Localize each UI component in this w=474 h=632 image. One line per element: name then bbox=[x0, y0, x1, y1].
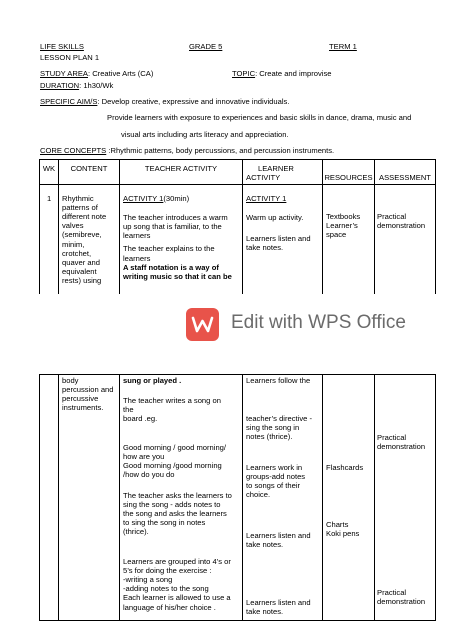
row2-resources-a: Flashcards bbox=[326, 463, 364, 472]
row2-assessment-a bbox=[377, 433, 425, 451]
activity-title: ACTIVITY 1 bbox=[123, 194, 164, 203]
resource-line: Koki pens bbox=[326, 529, 360, 539]
core-label: CORE CONCEPTS bbox=[40, 146, 107, 155]
learner-line: to songs of their bbox=[246, 481, 301, 491]
content-line: (semibreve, bbox=[62, 230, 102, 240]
aims-value: : Develop creative, expressive and innovative individuals. bbox=[97, 97, 290, 106]
topic bbox=[232, 69, 331, 78]
teacher-line: Good morning /good morning bbox=[123, 461, 222, 471]
duration-label: DURATION bbox=[40, 81, 80, 90]
teacher-bold-line: writing music so that it can be bbox=[123, 271, 232, 281]
duration-value: : 1h30/Wk bbox=[79, 81, 114, 90]
teacher-line: 5’s for doing the exercise : bbox=[123, 566, 212, 576]
row2-learner-b bbox=[246, 414, 312, 441]
teacher-line: language of his/her choice . bbox=[123, 602, 216, 612]
resource-line: Charts bbox=[326, 520, 349, 529]
row1-learner-activity bbox=[246, 194, 311, 252]
content-line: rests) using bbox=[62, 275, 102, 285]
term-label: TERM 1 bbox=[329, 42, 357, 51]
resource-line: Textbooks bbox=[326, 212, 361, 221]
row2-learner-c bbox=[246, 463, 305, 499]
row1-week: 1 bbox=[47, 194, 52, 203]
content-line: body bbox=[62, 376, 79, 385]
row2-teacher-d bbox=[123, 557, 231, 612]
learner-line: groups-add notes bbox=[246, 472, 306, 482]
row2-content bbox=[62, 376, 114, 412]
teacher-line: -writing a song bbox=[123, 575, 173, 585]
topic-value: : Create and improvise bbox=[255, 69, 332, 78]
row2-teacher-a bbox=[123, 396, 221, 423]
row2-teacher-c bbox=[123, 491, 232, 537]
content-line: minim, bbox=[62, 239, 85, 249]
learner-line: take notes. bbox=[246, 607, 284, 617]
specific-aims bbox=[40, 97, 289, 106]
aims-label: SPECIFIC AIM/S bbox=[40, 97, 98, 106]
content-line: patterns of bbox=[62, 203, 98, 213]
teacher-line: The teacher explains to the bbox=[123, 244, 215, 254]
study-area bbox=[40, 69, 153, 78]
teacher-line: the bbox=[123, 405, 134, 415]
row2-assessment-b bbox=[377, 588, 425, 606]
topic-label: TOPIC bbox=[232, 69, 256, 78]
teacher-line: board .eg. bbox=[123, 414, 158, 424]
teacher-line: Each learner is allowed to use a bbox=[123, 593, 231, 603]
core-concepts bbox=[40, 146, 334, 155]
row1-assessment bbox=[377, 212, 425, 230]
header-assessment: ASSESSMENT bbox=[379, 173, 431, 182]
core-value: :Rhythmic patterns, body percussions, and percussion instruments. bbox=[106, 146, 335, 155]
row2-learner-e bbox=[246, 598, 311, 616]
assessment-line: Practical bbox=[377, 588, 407, 597]
row1-teacher-activity bbox=[123, 194, 232, 281]
header-learner-2: ACTIVITY bbox=[246, 173, 281, 182]
teacher-bold-line: A staff notation is a way of bbox=[123, 262, 219, 272]
assessment-line: demonstration bbox=[377, 442, 426, 452]
header-resources: RESOURCES bbox=[324, 173, 373, 182]
teacher-line: (thrice). bbox=[123, 527, 149, 537]
content-line: different note bbox=[62, 212, 107, 222]
learner-line: Warm up activity. bbox=[246, 213, 304, 223]
row2-resources-b bbox=[326, 520, 359, 538]
teacher-line: learners bbox=[123, 231, 151, 241]
content-line: percussive bbox=[62, 394, 99, 404]
activity-time: (30min) bbox=[163, 194, 190, 203]
teacher-line: The teacher introduces a warm bbox=[123, 213, 228, 223]
row1-content bbox=[62, 194, 106, 285]
teacher-line: how are you bbox=[123, 452, 165, 462]
teacher-line: learners bbox=[123, 253, 151, 263]
assessment-line: Practical bbox=[377, 433, 407, 442]
grade-label: GRADE 5 bbox=[189, 42, 223, 51]
teacher-line: sing the song - adds notes to bbox=[123, 500, 221, 510]
learner-line: notes (thrice). bbox=[246, 432, 293, 442]
teacher-line: -adding notes to the song bbox=[123, 584, 209, 594]
teacher-line: The teacher asks the learners to bbox=[123, 491, 232, 500]
teacher-line: up song that is familiar, to the bbox=[123, 222, 222, 232]
teacher-line: The teacher writes a song on bbox=[123, 396, 221, 405]
content-line: instruments. bbox=[62, 403, 104, 413]
learner-line: take notes. bbox=[246, 540, 284, 550]
resource-line: Learner’s bbox=[326, 221, 358, 231]
teacher-line: Good morning / good morning/ bbox=[123, 443, 226, 452]
content-line: crotchet, bbox=[62, 248, 92, 258]
activity-heading bbox=[123, 194, 232, 203]
assessment-line: demonstration bbox=[377, 221, 426, 231]
row2-teacher-b bbox=[123, 443, 226, 479]
lesson-plan-label: LESSON PLAN 1 bbox=[40, 53, 100, 62]
header-teacher-activity: TEACHER ACTIVITY bbox=[144, 164, 218, 173]
wps-watermark bbox=[0, 294, 474, 374]
row2-learner-a: Learners follow the bbox=[246, 376, 311, 385]
teacher-line: to sing the song in notes bbox=[123, 518, 206, 528]
learner-line: choice. bbox=[246, 490, 271, 500]
learner-line: Learners listen and bbox=[246, 598, 311, 607]
learner-line: sing the song in bbox=[246, 423, 300, 433]
teacher-line: the song and asks the learners bbox=[123, 509, 227, 519]
teacher-line: Learners are grouped into 4’s or bbox=[123, 557, 231, 566]
study-area-value: : Creative Arts (CA) bbox=[87, 69, 154, 78]
resource-line: space bbox=[326, 230, 347, 240]
wps-watermark-text: Edit with WPS Office bbox=[231, 312, 406, 333]
learner-activity-title: ACTIVITY 1 bbox=[246, 194, 287, 203]
content-line: quaver and bbox=[62, 257, 100, 267]
header-wk: WK bbox=[42, 164, 56, 173]
wps-logo-icon bbox=[186, 308, 219, 341]
content-line: Rhythmic bbox=[62, 194, 94, 203]
assessment-line: Practical bbox=[377, 212, 407, 221]
row2-teacher-bold-top: sung or played . bbox=[123, 376, 182, 385]
learner-line: take notes. bbox=[246, 243, 284, 253]
learner-line: teacher’s directive - bbox=[246, 414, 312, 423]
aims-line-2: Provide learners with exposure to experiences and basic skills in dance, drama, music and bbox=[107, 113, 412, 122]
content-line: valves bbox=[62, 221, 84, 231]
header-learner-1: LEARNER bbox=[258, 164, 294, 173]
content-line: percussion and bbox=[62, 385, 114, 395]
row1-resources bbox=[326, 212, 360, 239]
duration bbox=[40, 81, 113, 90]
teacher-line: /how do you do bbox=[123, 470, 175, 480]
assessment-line: demonstration bbox=[377, 597, 426, 607]
header-content: CONTENT bbox=[70, 164, 108, 173]
row2-learner-d bbox=[246, 531, 311, 549]
learner-line: Learners work in bbox=[246, 463, 303, 472]
subject-title: LIFE SKILLS bbox=[40, 42, 84, 51]
learner-line: Learners listen and bbox=[246, 531, 311, 540]
aims-line-3: visual arts including arts literacy and appreciation. bbox=[121, 130, 289, 139]
content-line: equivalent bbox=[62, 266, 97, 276]
learner-line: Learners listen and bbox=[246, 234, 311, 244]
study-area-label: STUDY AREA bbox=[40, 69, 88, 78]
